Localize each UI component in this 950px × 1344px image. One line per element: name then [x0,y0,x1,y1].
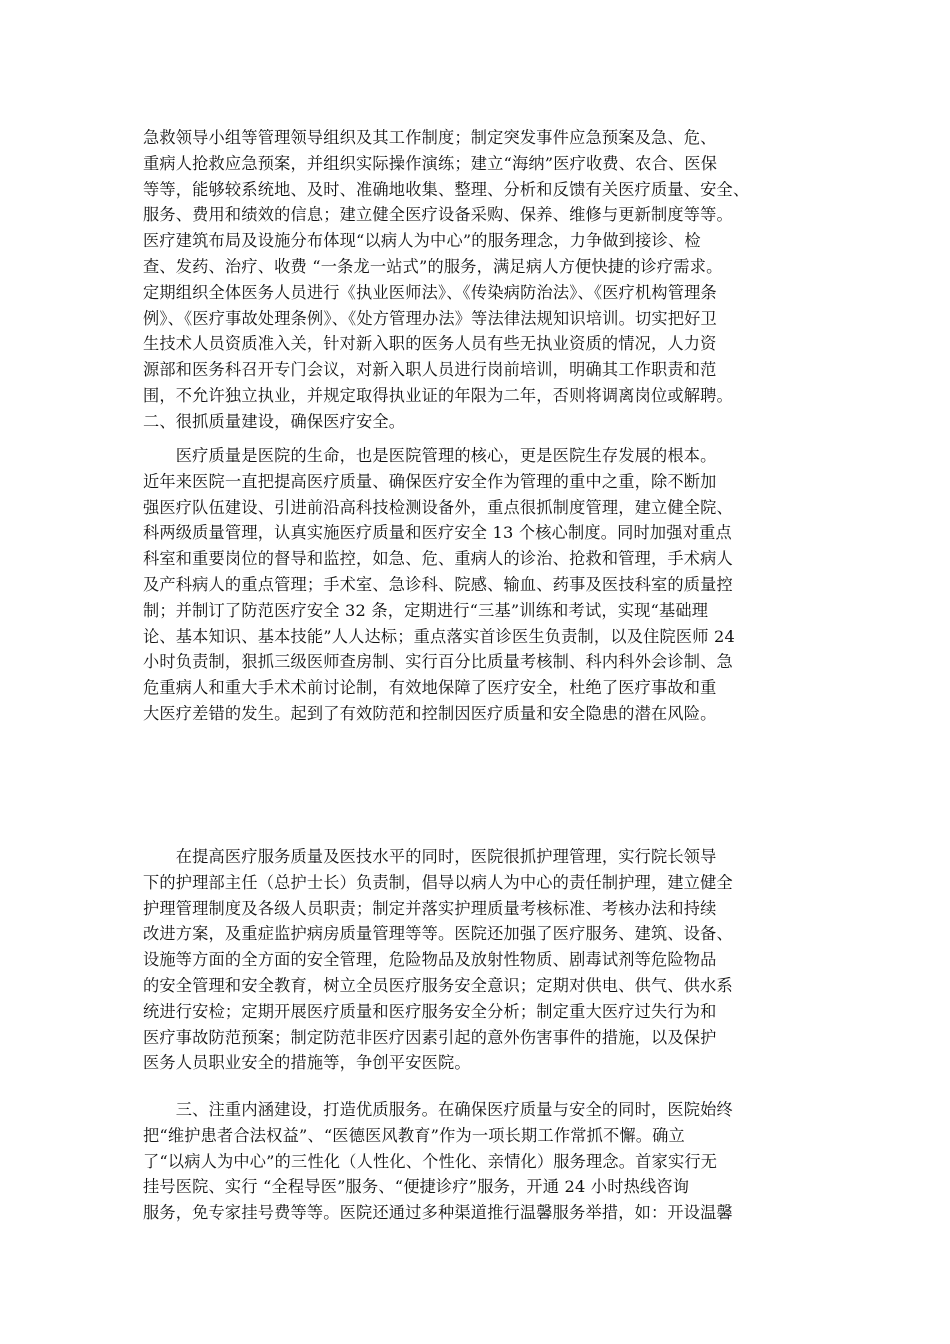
text-line: 二、很抓质量建设，确保医疗安全。 [143,411,406,431]
text-line: 近年来医院一直把提高医疗质量、确保医疗安全作为管理的重中之重，除不断加 [143,471,717,491]
text-line: 强医疗队伍建设、引进前沿高科技检测设备外，重点很抓制度管理，建立健全院、 [143,497,733,517]
text-line: 例》、《医疗事故处理条例》、《处方管理办法》等法律法规知识培训。切实把好卫 [143,308,717,328]
paragraph-block-2 [143,443,809,727]
text-line: 医疗事故防范预案；制定防范非医疗因素引起的意外伤害事件的措施，以及保护 [143,1027,717,1047]
text-line: 等等，能够较系统地、及时、准确地收集、整理、分析和反馈有关医疗质量、安全、 [143,179,750,199]
text-line: 医务人员职业安全的措施等，争创平安医院。 [143,1053,471,1073]
text-line: 服务，免专家挂号费等等。医院还通过多种渠道推行温馨服务举措，如：开设温馨 [143,1203,733,1223]
text-line: 设施等方面的全方面的安全管理，危险物品及放射性物质、剧毒试剂等危险物品 [143,950,717,970]
text-line: 制；并制订了防范医疗安全 32 条，定期进行“三基”训练和考试，实现“基础理 [143,600,709,620]
text-line: 改进方案，及重症监护病房质量管理等等。医院还加强了医疗服务、建筑、设备、 [143,924,733,944]
text-line: 危重病人和重大手术术前讨论制，有效地保障了医疗安全，杜绝了医疗事故和重 [143,678,717,698]
text-line: 论、基本知识、基本技能”人人达标；重点落实首诊医生负责制，以及住院医师 24 [143,626,735,646]
text-line: 生技术人员资质准入关，针对新入职的医务人员有些无执业资质的情况，人力资 [143,334,717,354]
text-line: 大医疗差错的发生。起到了有效防范和控制因医疗质量和安全隐患的潜在风险。 [143,703,717,723]
paragraph-block-3 [143,844,809,1076]
text-line: 科室和重要岗位的督导和监控，如急、危、重病人的诊治、抢救和管理，手术病人 [143,549,733,569]
text-line: 了“以病人为中心”的三性化（人性化、个性化、亲情化）服务理念。首家实行无 [143,1151,718,1171]
text-line: 围，不允许独立执业，并规定取得执业证的年限为二年，否则将调离岗位或解聘。 [143,385,733,405]
text-line: 医疗质量是医院的生命，也是医院管理的核心，更是医院生存发展的根本。 [143,446,717,465]
text-line: 重病人抢救应急预案，并组织实际操作演练；建立“海纳”医疗收费、农合、医保 [143,153,718,173]
text-line: 在提高医疗服务质量及医技水平的同时，医院很抓护理管理，实行院长领导 [143,847,717,866]
text-line: 护理管理制度及各级人员职责；制定并落实护理质量考核标准、考核办法和持续 [143,898,717,918]
text-line: 把“维护患者合法权益”、“医德医风教育”作为一项长期工作常抓不懈。确立 [143,1125,685,1145]
paragraph-block-1 [143,125,809,435]
text-line: 科两级质量管理，认真实施医疗质量和医疗安全 13 个核心制度。同时加强对重点 [143,523,732,543]
text-line: 挂号医院、实行 “全程导医”服务、“便捷诊疗”服务，开通 24 小时热线咨询 [143,1177,690,1197]
text-line: 三、注重内涵建设，打造优质服务。在确保医疗质量与安全的同时，医院始终 [143,1100,733,1119]
text-line: 及产科病人的重点管理；手术室、急诊科、院感、输血、药事及医技科室的质量控 [143,574,733,594]
text-line: 医疗建筑布局及设施分布体现“以病人为中心”的服务理念，力争做到接诊、检 [143,231,701,251]
text-line: 查、发药、治疗、收费 “一条龙一站式”的服务，满足病人方便快捷的诊疗需求。 [143,256,723,276]
text-line: 统进行安检；定期开展医疗质量和医疗服务安全分析；制定重大医疗过失行为和 [143,1001,717,1021]
text-line: 源部和医务科召开专门会议，对新入职人员进行岗前培训，明确其工作职责和范 [143,360,717,380]
text-line: 定期组织全体医务人员进行《执业医师法》、《传染病防治法》、《医疗机构管理条 [143,282,717,302]
paragraph-block-4 [143,1097,809,1226]
text-line: 小时负责制，狠抓三级医师查房制、实行百分比质量考核制、科内科外会诊制、急 [143,652,733,672]
text-line: 服务、费用和绩效的信息；建立健全医疗设备采购、保养、维修与更新制度等等。 [143,205,733,225]
text-line: 急救领导小组等管理领导组织及其工作制度；制定突发事件应急预案及急、危、 [143,128,717,147]
text-line: 的安全管理和安全教育，树立全员医疗服务安全意识；定期对供电、供气、供水系 [143,975,733,995]
text-line: 下的护理部主任（总护士长）负责制，倡导以病人为中心的责任制护理，建立健全 [143,872,733,892]
